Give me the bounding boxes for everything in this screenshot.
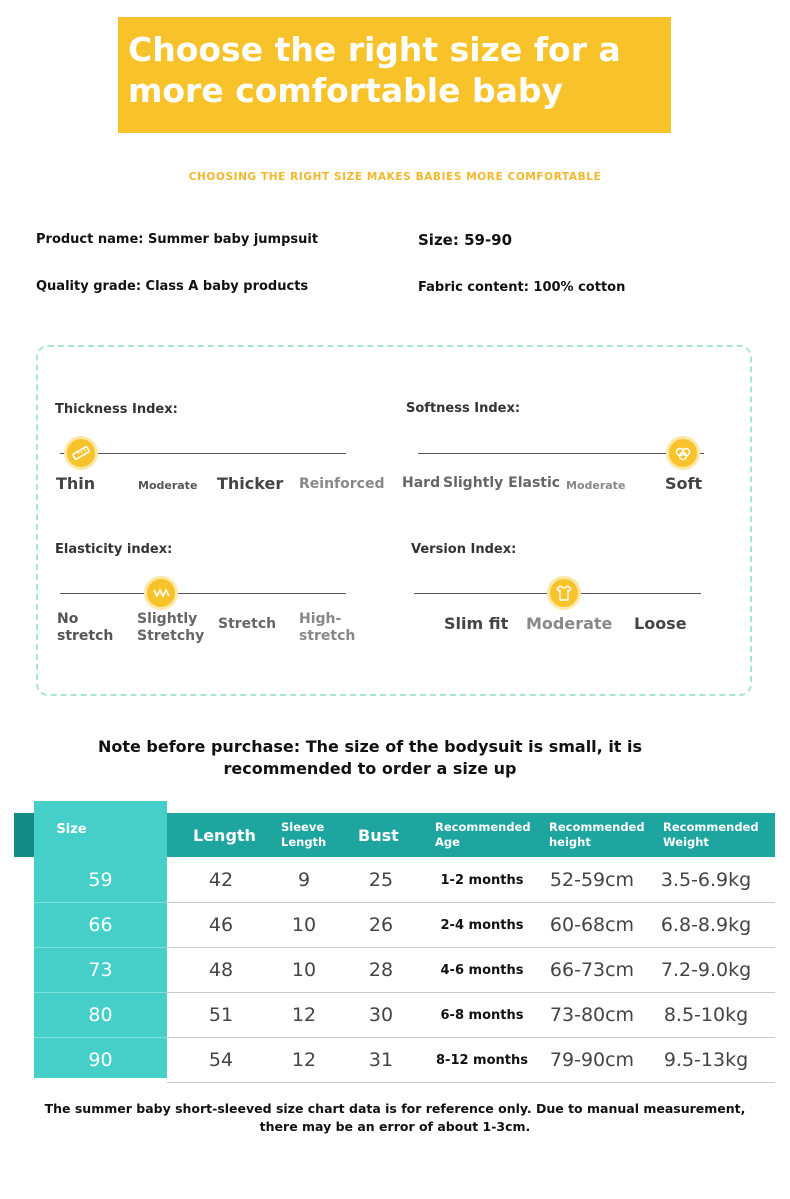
age-cell: 1-2 months	[440, 872, 524, 888]
sleeve-length-header: Sleeve Length	[281, 820, 327, 849]
sleeve-length-cell: 9	[297, 869, 311, 891]
bust-cell: 30	[368, 1004, 394, 1026]
bust-cell: 25	[368, 869, 394, 891]
sleeve-length-cell: 10	[291, 959, 317, 981]
softness-track	[418, 453, 704, 454]
thickness-label-moderate: Moderate	[138, 479, 198, 492]
fabric-content: Fabric content: 100% cotton	[418, 280, 626, 295]
size-column-header	[34, 801, 167, 857]
length-cell: 42	[208, 869, 234, 891]
elasticity-index-title: Elasticity index:	[55, 542, 173, 557]
version-label-moderate: Moderate	[526, 614, 613, 633]
thickness-index-title: Thickness Index:	[55, 402, 178, 417]
quality-grade: Quality grade: Class A baby products	[36, 279, 309, 294]
sleeve-length-cell: 12	[291, 1049, 317, 1071]
weight-cell: 9.5-13kg	[663, 1049, 749, 1071]
purchase-note: Note before purchase: The size of the bodysuit is small, it is recommended to order a size up	[97, 737, 643, 778]
weight-cell: 7.2-9.0kg	[660, 959, 752, 981]
bust-cell: 31	[368, 1049, 394, 1071]
bust-cell: 26	[368, 914, 394, 936]
subtitle: CHOOSING THE RIGHT SIZE MAKES BABIES MORE COMFORTABLE	[188, 171, 602, 183]
sleeve-length-cell: 12	[291, 1004, 317, 1026]
weight-cell: 3.5-6.9kg	[660, 869, 752, 891]
age-cell: 2-4 months	[440, 917, 524, 933]
size-cell: 90	[88, 1049, 113, 1071]
sleeve-length-cell: 10	[291, 914, 317, 936]
softness-label-hard: Hard	[402, 475, 441, 491]
product-name: Product name: Summer baby jumpsuit	[36, 232, 319, 247]
thickness-label-thicker: Thicker	[217, 474, 284, 493]
softness-label-slightly-elastic: Slightly Elastic	[443, 475, 561, 491]
version-index-title: Version Index:	[411, 542, 517, 557]
height-cell: 52-59cm	[549, 869, 635, 891]
version-label-loose: Loose	[634, 614, 687, 633]
bust-cell: 28	[368, 959, 394, 981]
size-header-label: Size	[56, 821, 87, 837]
cotton-icon	[666, 436, 700, 470]
softness-label-moderate: Moderate	[566, 479, 626, 492]
elasticity-label-high-stretch: High- stretch	[299, 611, 356, 644]
row-divider	[167, 1082, 775, 1083]
length-cell: 51	[208, 1004, 234, 1026]
stretch-icon	[144, 576, 178, 610]
tshirt-icon	[547, 576, 581, 610]
size-cell: 80	[88, 1004, 113, 1026]
thickness-label-thin: Thin	[56, 474, 96, 493]
size-cell: 66	[88, 914, 113, 936]
softness-label-soft: Soft	[665, 474, 703, 493]
banner-title: Choose the right size for a more comfortable baby	[128, 30, 621, 110]
thickness-label-reinforced: Reinforced	[299, 476, 385, 492]
softness-index-title: Softness Index:	[406, 401, 521, 416]
length-cell: 48	[208, 959, 234, 981]
elasticity-label-no-stretch: No stretch	[57, 611, 114, 644]
ruler-icon	[64, 436, 98, 470]
product-size: Size: 59-90	[418, 231, 513, 249]
weight-cell: 8.5-10kg	[663, 1004, 749, 1026]
recommended-height-header: Recommended height	[549, 820, 645, 849]
footer-disclaimer: The summer baby short-sleeved size chart data is for reference only. Due to manual measurement, there may be an error of about 1-3cm.	[44, 1101, 746, 1134]
age-cell: 6-8 months	[440, 1007, 524, 1023]
height-cell: 79-90cm	[549, 1049, 635, 1071]
thickness-track	[60, 453, 346, 454]
height-cell: 60-68cm	[549, 914, 635, 936]
length-cell: 54	[208, 1049, 234, 1071]
size-cell: 73	[88, 959, 113, 981]
age-cell: 8-12 months	[436, 1052, 528, 1068]
length-cell: 46	[208, 914, 234, 936]
age-cell: 4-6 months	[440, 962, 524, 978]
bust-header: Bust	[358, 825, 399, 845]
height-cell: 73-80cm	[549, 1004, 635, 1026]
elasticity-track	[60, 593, 346, 594]
recommended-age-header: Recommended Age	[435, 820, 531, 849]
table-header-accent	[14, 813, 34, 857]
elasticity-label-stretch: Stretch	[218, 616, 277, 632]
length-header: Length	[193, 825, 256, 845]
recommended-weight-header: Recommended Weight	[663, 820, 759, 849]
header-banner	[118, 17, 671, 133]
height-cell: 66-73cm	[549, 959, 635, 981]
size-cell: 59	[88, 869, 113, 891]
version-label-slim-fit: Slim fit	[444, 614, 509, 633]
elasticity-label-slightly-stretchy: Slightly Stretchy	[137, 611, 205, 644]
weight-cell: 6.8-8.9kg	[660, 914, 752, 936]
